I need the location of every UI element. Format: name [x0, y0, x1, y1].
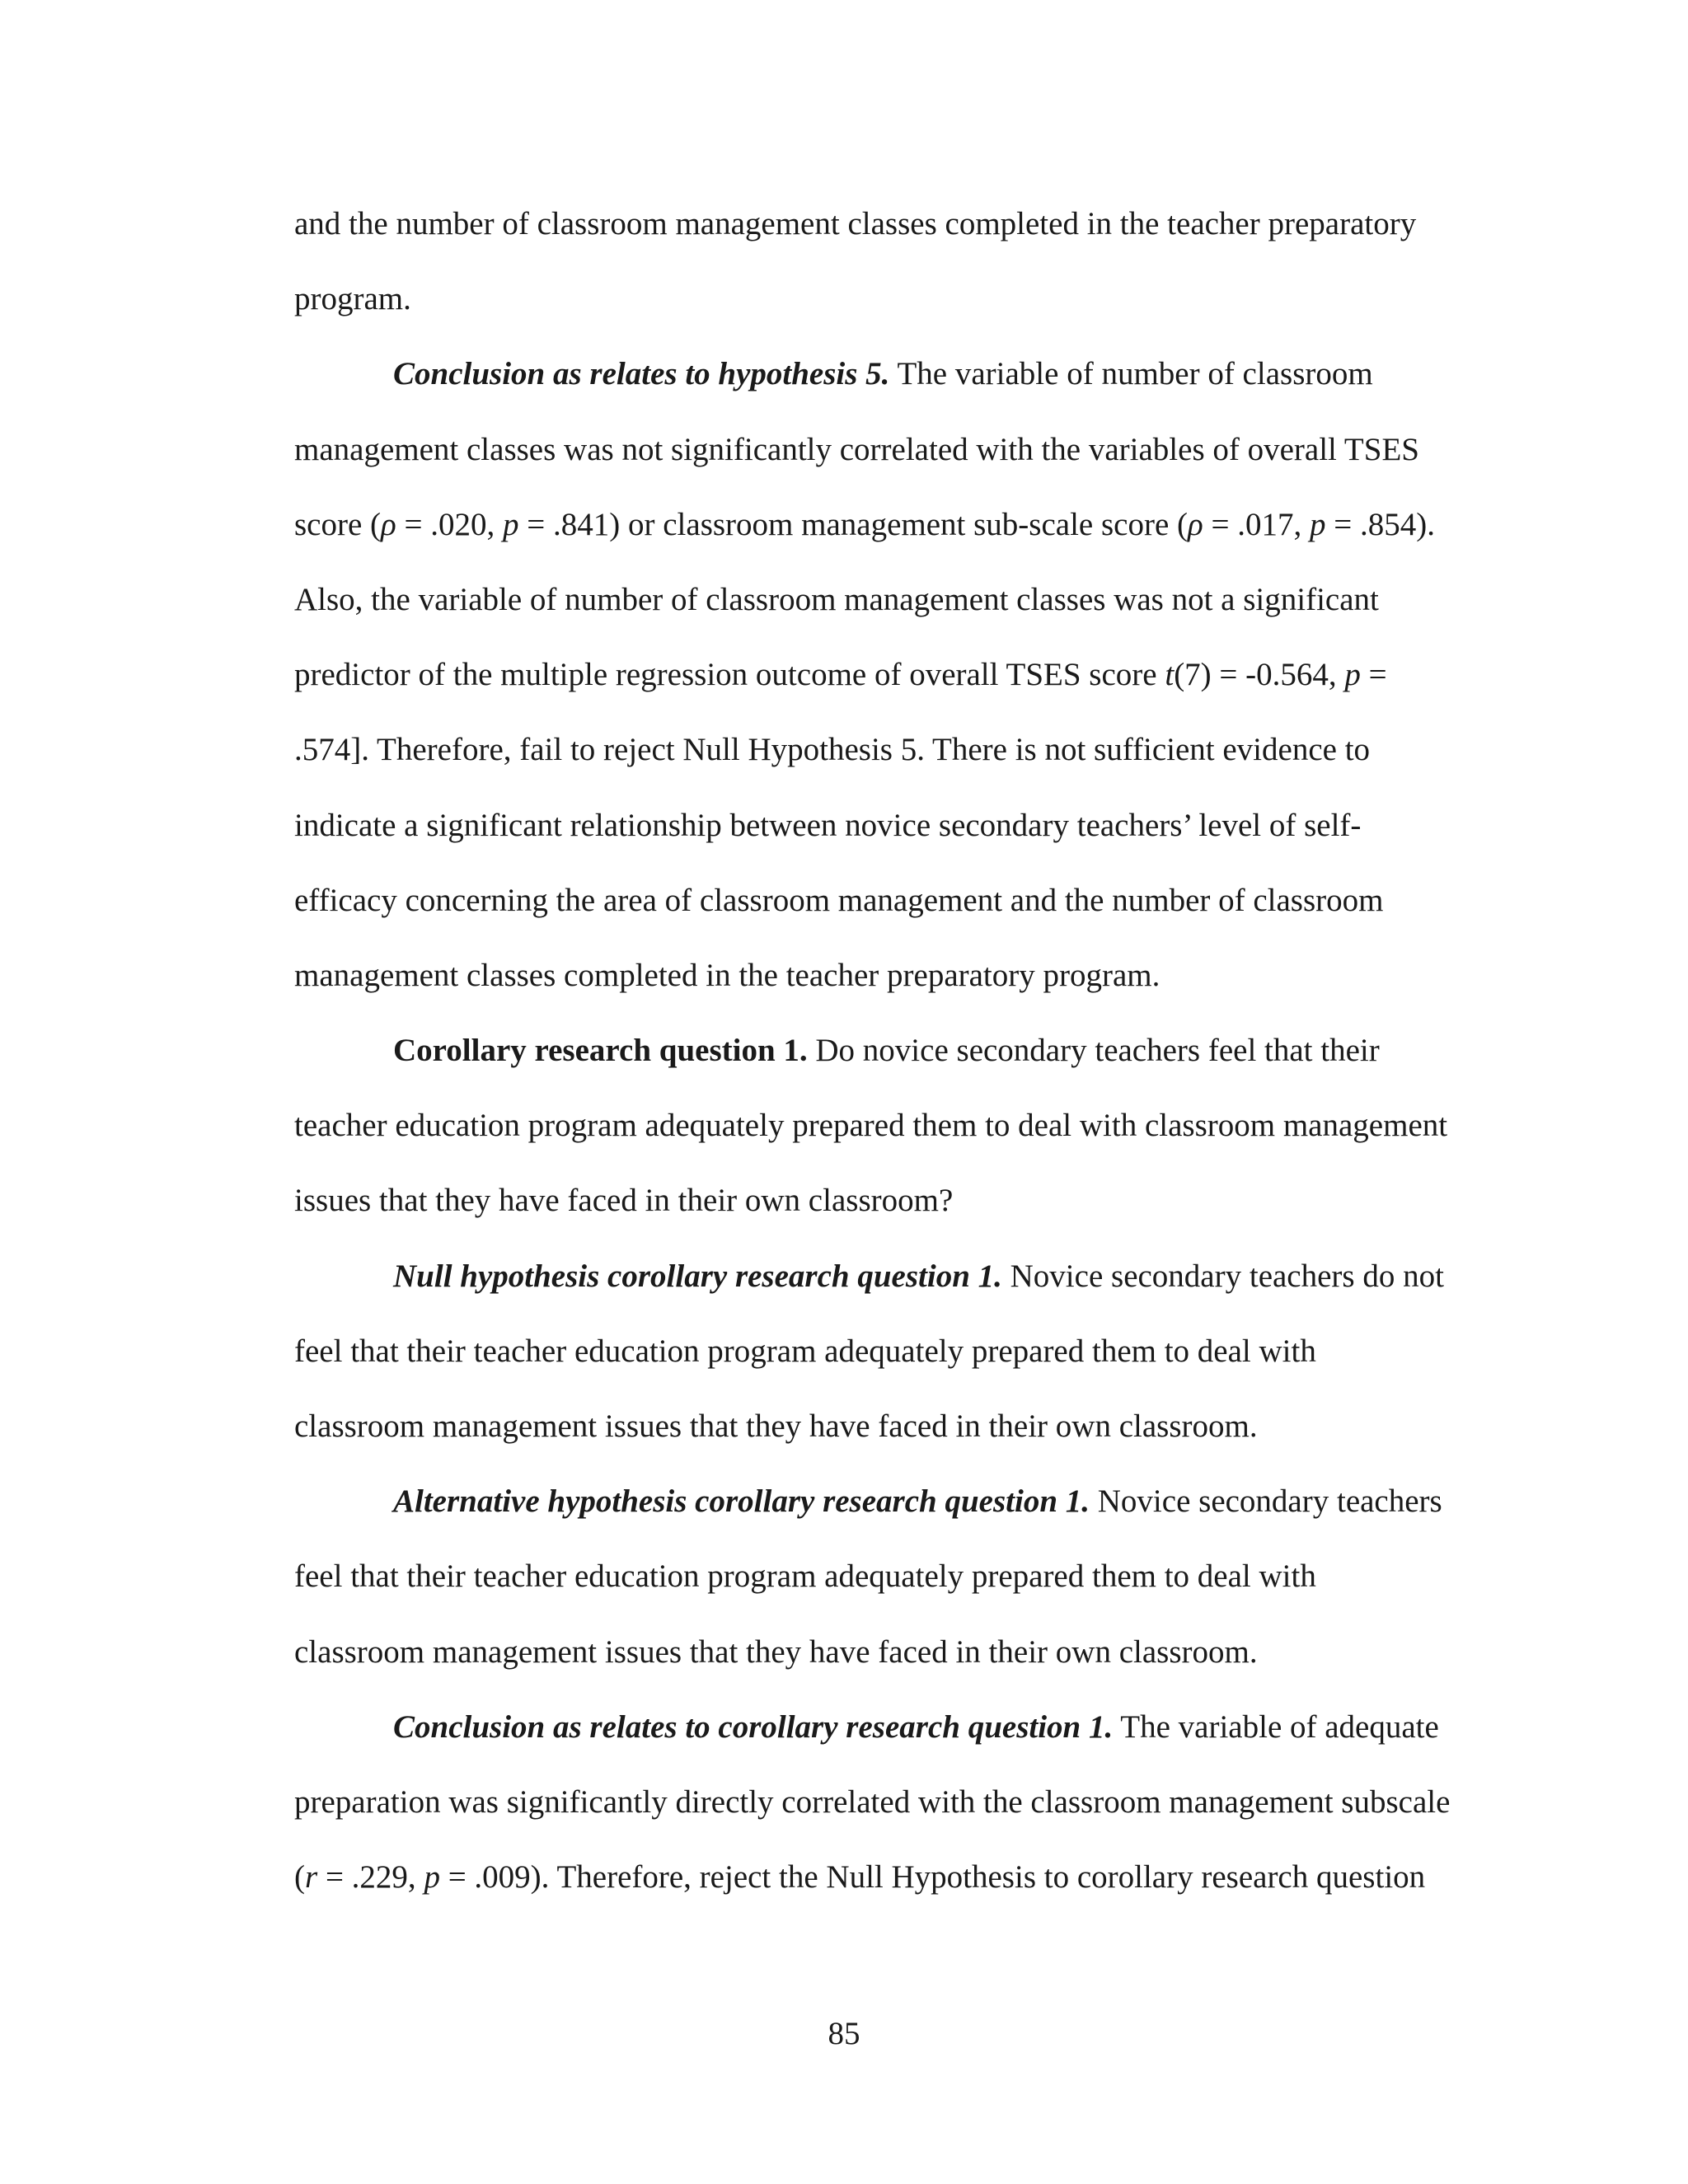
text-line	[294, 1389, 1481, 1464]
text-run: = .020,	[396, 506, 504, 542]
italic-symbol: p	[424, 1859, 440, 1896]
bold-italic-heading: Conclusion as relates to corollary research question 1.	[393, 1708, 1114, 1745]
text-line	[294, 1088, 1481, 1163]
text-line	[294, 637, 1481, 712]
italic-symbol: p	[1344, 657, 1361, 693]
text-run: management classes was not significantly correlated with the variables of overall TSES	[294, 431, 1419, 467]
text-run: management classes completed in the teacher preparatory program.	[294, 957, 1160, 993]
text-line	[294, 788, 1481, 863]
italic-symbol: ρ	[1188, 506, 1203, 542]
bold-italic-heading: Null hypothesis corollary research question 1.	[393, 1258, 1002, 1294]
text-line	[294, 1239, 1481, 1314]
text-run: feel that their teacher education program adequately prepared them to deal with	[294, 1558, 1316, 1595]
text-run: score (	[294, 506, 382, 542]
text-run: preparation was significantly directly correlated with the classroom management subscale	[294, 1783, 1451, 1820]
text-run: =	[1360, 657, 1387, 693]
text-line	[294, 1163, 1481, 1238]
bold-italic-heading: Conclusion as relates to hypothesis 5.	[393, 356, 890, 392]
text-run: indicate a significant relationship between novice secondary teachers’ level of self-	[294, 807, 1362, 843]
italic-symbol: p	[1309, 506, 1326, 542]
text-line	[294, 1840, 1481, 1915]
text-run: = .841) or classroom management sub-scale score (	[518, 506, 1188, 542]
text-run: The variable of adequate	[1113, 1708, 1439, 1745]
text-run: Do novice secondary teachers feel that their	[807, 1033, 1380, 1069]
text-line	[294, 261, 1481, 336]
text-line	[294, 336, 1481, 411]
text-run: Novice secondary teachers	[1090, 1483, 1442, 1520]
text-run: (7) = -0.564,	[1174, 657, 1345, 693]
text-run: teacher education program adequately prepared them to deal with classroom management	[294, 1108, 1448, 1144]
text-run: feel that their teacher education program adequately prepared them to deal with	[294, 1333, 1316, 1369]
text-line	[294, 1314, 1481, 1389]
text-line	[294, 1615, 1481, 1690]
text-run: The variable of number of classroom	[889, 356, 1373, 392]
text-run: efficacy concerning the area of classroom management and the number of classroom	[294, 882, 1384, 918]
text-line	[294, 1765, 1481, 1840]
text-line	[294, 1013, 1481, 1088]
bold-italic-heading: Alternative hypothesis corollary research question 1.	[393, 1483, 1090, 1520]
text-line	[294, 712, 1481, 787]
text-line	[294, 1539, 1481, 1614]
text-line	[294, 562, 1481, 637]
text-run: Also, the variable of number of classroom management classes was not a significant	[294, 581, 1379, 617]
italic-symbol: ρ	[381, 506, 396, 542]
text-line	[294, 1690, 1481, 1765]
text-line	[294, 487, 1481, 562]
text-run: .574]. Therefore, fail to reject Null Hypothesis 5. There is not sufficient evidence to	[294, 732, 1371, 768]
text-line	[294, 1464, 1481, 1539]
italic-symbol: t	[1165, 657, 1175, 693]
text-run: issues that they have faced in their own classroom?	[294, 1183, 954, 1219]
page-number: 85	[828, 2016, 860, 2051]
text-run: predictor of the multiple regression outcome of overall TSES score	[294, 657, 1165, 693]
body-text	[294, 186, 1481, 1915]
bold-heading: Corollary research question 1.	[393, 1033, 808, 1069]
text-run: = .229,	[317, 1859, 424, 1896]
text-run: = .017,	[1203, 506, 1310, 542]
text-run: program.	[294, 281, 411, 317]
text-run: classroom management issues that they have faced in their own classroom.	[294, 1633, 1258, 1670]
text-run: (	[294, 1859, 305, 1896]
text-line	[294, 938, 1481, 1013]
text-run: classroom management issues that they have faced in their own classroom.	[294, 1408, 1258, 1444]
text-line	[294, 863, 1481, 938]
text-run: and the number of classroom management classes completed in the teacher preparatory	[294, 206, 1417, 241]
text-run: = .854).	[1325, 506, 1435, 542]
italic-symbol: r	[305, 1859, 318, 1896]
text-line	[294, 412, 1481, 487]
text-run: = .009). Therefore, reject the Null Hypothesis to corollary research question	[439, 1859, 1426, 1896]
italic-symbol: p	[503, 506, 519, 542]
text-run: Novice secondary teachers do not	[1001, 1258, 1444, 1294]
text-line	[294, 186, 1481, 261]
